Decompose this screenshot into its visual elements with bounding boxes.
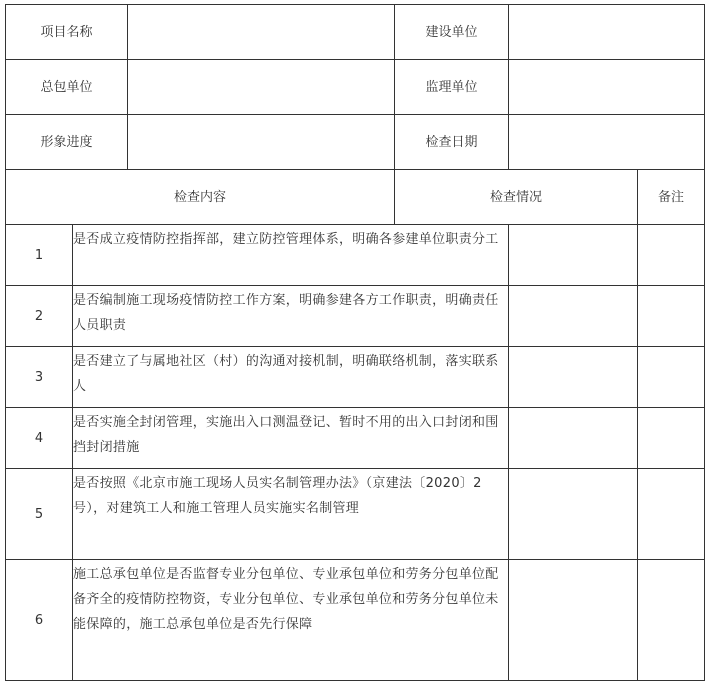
inspection-table	[5, 4, 705, 681]
row-number: 5	[6, 469, 73, 560]
header-row-project	[6, 5, 705, 60]
table-row	[6, 469, 705, 560]
check-status-cell[interactable]	[509, 347, 638, 408]
table-row	[6, 286, 705, 347]
remarks-cell[interactable]	[638, 560, 705, 681]
column-header-content: 检查内容	[6, 170, 395, 225]
supervision-unit-field[interactable]	[509, 60, 705, 115]
construction-unit-field[interactable]	[509, 5, 705, 60]
row-number: 4	[6, 408, 73, 469]
check-item-text: 是否编制施工现场疫情防控工作方案，明确参建各方工作职责，明确责任人员职责	[73, 286, 509, 347]
column-header-status: 检查情况	[395, 170, 638, 225]
table-row	[6, 408, 705, 469]
remarks-cell[interactable]	[638, 408, 705, 469]
header-row-progress	[6, 115, 705, 170]
general-contractor-label: 总包单位	[6, 60, 128, 115]
check-status-cell[interactable]	[509, 408, 638, 469]
progress-label: 形象进度	[6, 115, 128, 170]
remarks-cell[interactable]	[638, 469, 705, 560]
inspection-date-field[interactable]	[509, 115, 705, 170]
table-row	[6, 225, 705, 286]
remarks-cell[interactable]	[638, 286, 705, 347]
supervision-unit-label: 监理单位	[395, 60, 509, 115]
check-status-cell[interactable]	[509, 560, 638, 681]
column-header-row	[6, 170, 705, 225]
inspection-date-label: 检查日期	[395, 115, 509, 170]
project-name-label: 项目名称	[6, 5, 128, 60]
check-item-text: 是否建立了与属地社区（村）的沟通对接机制，明确联络机制，落实联系人	[73, 347, 509, 408]
check-status-cell[interactable]	[509, 286, 638, 347]
check-item-text: 是否按照《北京市施工现场人员实名制管理办法》（京建法〔2020〕2号），对建筑工人和施工管理人员实施实名制管理	[73, 469, 509, 560]
header-row-contractor	[6, 60, 705, 115]
check-item-text: 是否成立疫情防控指挥部，建立防控管理体系，明确各参建单位职责分工	[73, 225, 509, 286]
progress-field[interactable]	[128, 115, 395, 170]
construction-unit-label: 建设单位	[395, 5, 509, 60]
table-row	[6, 347, 705, 408]
row-number: 6	[6, 560, 73, 681]
column-header-remarks: 备注	[638, 170, 705, 225]
remarks-cell[interactable]	[638, 347, 705, 408]
check-item-text: 是否实施全封闭管理，实施出入口测温登记、暂时不用的出入口封闭和围挡封闭措施	[73, 408, 509, 469]
row-number: 1	[6, 225, 73, 286]
remarks-cell[interactable]	[638, 225, 705, 286]
row-number: 2	[6, 286, 73, 347]
project-name-field[interactable]	[128, 5, 395, 60]
row-number: 3	[6, 347, 73, 408]
check-item-text: 施工总承包单位是否监督专业分包单位、专业承包单位和劳务分包单位配备齐全的疫情防控物资，专业分包单位、专业承包单位和劳务分包单位未能保障的，施工总承包单位是否先行保障	[73, 560, 509, 681]
table-row	[6, 560, 705, 681]
check-status-cell[interactable]	[509, 469, 638, 560]
check-status-cell[interactable]	[509, 225, 638, 286]
general-contractor-field[interactable]	[128, 60, 395, 115]
